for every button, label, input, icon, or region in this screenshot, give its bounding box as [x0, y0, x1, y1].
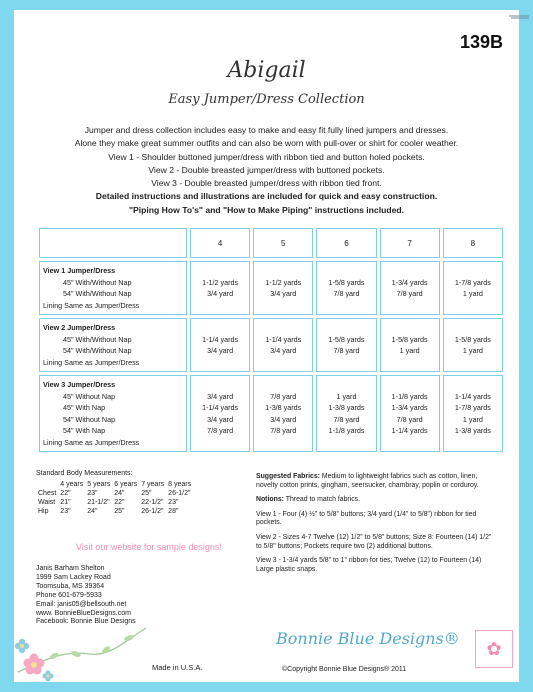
description-line: View 3 - Double breasted jumper/dress with ribbon tied front. [151, 178, 382, 189]
contact-line: Janis Barham Shelton [36, 565, 105, 572]
contact-info [36, 565, 136, 627]
size-header: 7 [380, 228, 440, 258]
view-3-size-4 [190, 375, 250, 452]
lining-label: Lining Same as Jumper/Dress [43, 357, 140, 367]
yardage-value: 1-1/8 yards [328, 426, 365, 435]
yardage-value: 3/4 yard [207, 414, 234, 424]
copyright: ©Copyright Bonnie Blue Designs® 2011 [282, 666, 407, 673]
brand-name: Bonnie Blue Designs® [276, 629, 460, 648]
description-line: View 1 - Shoulder buttoned jumper/dress with ribbon tied and button holed pockets. [108, 151, 425, 162]
yardage-value: 7/8 yard [333, 414, 360, 424]
yardage-value: 1-5/8 yards [391, 334, 428, 344]
yardage-table [36, 225, 506, 455]
measurement-value: 22" [60, 490, 71, 497]
view-2-size-8 [443, 318, 503, 372]
fabric-label: 45" With/Without Nap [63, 334, 132, 344]
contact-line: Phone 601-679-5933 [36, 591, 102, 599]
contact-line: www. BonnieBlueDesigns.com [36, 609, 131, 617]
notions-text: Thread to match fabrics. [285, 496, 361, 504]
view-3-labels [39, 375, 187, 452]
view-3-size-8 [443, 375, 503, 452]
fabric-label: 45" With Nap [63, 403, 106, 412]
yardage-value: 1-1/4 yards [202, 403, 239, 412]
lining-label: Lining Same as Jumper/Dress [43, 300, 140, 310]
yardage-value: 7/8 yard [207, 426, 234, 435]
yardage-value: 1 yard [462, 346, 483, 355]
lining-label: Lining Same as Jumper/Dress [43, 437, 140, 447]
measurements-title: Standard Body Measurements: [36, 470, 133, 477]
measurement-value: 23" [168, 499, 179, 506]
measurement-label: Waist [38, 499, 56, 506]
measurement-value: 26-1/2" [168, 490, 191, 497]
pattern-sheet [14, 10, 519, 682]
pattern-title: Abigail [227, 58, 306, 83]
flower-vine-decoration [14, 620, 149, 682]
view-2-size-4 [190, 318, 250, 372]
measurement-value: 24" [114, 490, 125, 497]
yardage-value: 3/4 yard [207, 346, 234, 355]
yardage-value: 7/8 yard [396, 289, 423, 298]
measurement-value: 22" [114, 499, 125, 506]
suggested-fabrics-text: Medium to lightweight fabrics such as cotton, linen, novelty cotton prints, gingham, seersucker, chambray, poplin or corduroy. [256, 473, 479, 489]
measurement-value: 25" [114, 508, 125, 515]
yardage-value: 7/8 yard [333, 289, 360, 298]
contact-line: Toomsuba, MS 39364 [36, 582, 105, 590]
measurement-value: 26-1/2" [141, 508, 164, 515]
measurement-value: 22-1/2" [141, 499, 164, 506]
age-header: 8 years [168, 481, 192, 488]
measurement-value: 24" [87, 508, 98, 515]
yardage-value: 1-1/2 yards [202, 277, 239, 287]
yardage-value: 1-5/8 yards [454, 334, 491, 344]
view-title: View 2 Jumper/Dress [43, 323, 116, 332]
yardage-value: 1-5/8 yards [328, 277, 365, 287]
view-3-row [39, 375, 503, 452]
yardage-value: 3/4 yard [207, 289, 234, 298]
view-2-labels [39, 318, 187, 372]
fabric-label: 54" Without Nap [63, 414, 116, 424]
yardage-value: 1 yard [399, 346, 420, 355]
description-bold-line: "Piping How To's" and "How to Make Piping" instructions included. [128, 204, 405, 215]
brand-emblem-icon: ✿ [475, 630, 513, 668]
yardage-value: 1 yard [462, 414, 483, 424]
view-1-size-4 [190, 261, 250, 315]
yardage-value: 1 yard [462, 289, 483, 298]
yardage-value: 7/8 yard [333, 346, 360, 355]
description-line: View 2 - Double breasted jumper/dress with buttoned pockets. [148, 164, 385, 175]
blank-header [39, 228, 187, 258]
view-1-size-8 [443, 261, 503, 315]
age-header: 5 years [87, 481, 111, 488]
measurement-label: Hip [38, 508, 49, 515]
suggested-fabrics [256, 473, 496, 490]
yardage-value: 3/4 yard [270, 289, 297, 298]
yardage-value: 1-1/4 yards [265, 334, 302, 344]
yardage-value: 1-1/4 yards [202, 334, 239, 344]
yardage-value: 3/4 yard [270, 346, 297, 355]
view-3-size-6 [316, 375, 376, 452]
fabric-label: 45" Without Nap [63, 391, 116, 401]
measurement-value: 23" [60, 508, 71, 515]
measurement-value: 28" [168, 508, 179, 515]
measurement-row [36, 498, 193, 507]
view-1-row [39, 261, 503, 315]
yardage-value: 1-7/8 yards [454, 277, 491, 287]
yardage-value: 1-1/4 yards [454, 391, 491, 401]
website-promo: Visit our website for sample designs! [76, 542, 222, 552]
description [14, 124, 519, 217]
yardage-value: 7/8 yard [270, 426, 297, 435]
pattern-subtitle: Easy Jumper/Dress Collection [168, 92, 365, 107]
yardage-value: 1-7/8 yards [454, 403, 491, 412]
yardage-value: 7/8 yard [396, 414, 423, 424]
fabric-label: 45" With/Without Nap [63, 277, 132, 287]
yardage-value: 1-3/8 yards [454, 426, 491, 435]
view-title: View 1 Jumper/Dress [43, 266, 116, 275]
measurement-value: 21-1/2" [87, 499, 110, 506]
yardage-value: 3/4 yard [270, 414, 297, 424]
made-in-label: Made in U.S.A. [152, 663, 203, 672]
measurement-label: Chest [38, 490, 57, 497]
contact-line: Facebook: Bonnie Blue Designs [36, 618, 136, 626]
age-header: 7 years [141, 481, 165, 488]
view-note: View 1 - Four (4) ½" to 5/8" buttons; 3/4 yard (1/4" to 5/8") ribbon for tied pockets. [256, 510, 477, 527]
view-3-size-5 [253, 375, 313, 452]
contact-line: Email: janis05@bellsouth.net [36, 600, 127, 608]
view-note: View 3 - 1-3/4 yards 5/8" to 1" ribbon for ties; Twelve (12) to Fourteen (14) Large plastic snaps. [256, 557, 482, 573]
yardage-value: 1-3/4 yards [391, 277, 428, 287]
view-2-row [39, 318, 503, 372]
fabric-label: 54" With/Without Nap [63, 289, 132, 298]
yardage-value: 1-3/8 yards [265, 403, 302, 412]
yardage-value: 7/8 yard [270, 391, 297, 401]
description-line: Jumper and dress collection includes easy to make and easy fit fully lined jumpers and dresses. [84, 125, 449, 135]
size-header: 5 [253, 228, 313, 258]
yardage-value: 1-1/2 yards [265, 277, 302, 287]
age-header: 6 years [114, 481, 138, 488]
materials-notes [256, 473, 496, 580]
view-1-labels [39, 261, 187, 315]
view-1-size-7 [380, 261, 440, 315]
description-bold-line: Detailed instructions and illustrations are included for quick and easy construction. [95, 191, 438, 202]
contact-line: 1999 Sam Lackey Road [36, 573, 111, 581]
measurement-value: 23" [87, 490, 98, 497]
view-3-size-7 [380, 375, 440, 452]
view-1-size-6 [316, 261, 376, 315]
view-2-size-5 [253, 318, 313, 372]
measurement-row [36, 489, 193, 498]
notions-label: Notions: [256, 496, 284, 504]
measurement-value: 21" [60, 499, 71, 506]
yardage-value: 3/4 yard [207, 391, 234, 401]
view-note: View 2 - Sizes 4-7 Twelve (12) 1/2" to 5/8" buttons; Size 8: Fourteen (14) 1/2" to 5/8" buttons; Pockets require two (2) additional buttons. [256, 533, 492, 550]
size-header-row [39, 228, 503, 258]
notions [256, 496, 496, 505]
view-2-size-7 [380, 318, 440, 372]
view-2-size-6 [316, 318, 376, 372]
yardage-value: 1 yard [336, 391, 357, 401]
size-header: 6 [316, 228, 376, 258]
measurement-row [36, 507, 193, 516]
yardage-value: 1-3/4 yards [391, 403, 428, 412]
fabric-label: 54" With/Without Nap [63, 346, 132, 355]
yardage-table-wrapper [36, 225, 506, 455]
measurement-value: 25" [141, 490, 152, 497]
yardage-value: 1-3/8 yards [328, 403, 365, 412]
fabric-label: 54" With Nap [63, 426, 106, 435]
description-line: Alone they make great summer outfits and can also be worn with pull-over or shirt for cooler weather. [74, 138, 459, 149]
size-header: 8 [443, 228, 503, 258]
view-title: View 3 Jumper/Dress [43, 380, 116, 389]
measurements-header-row [36, 480, 193, 489]
yardage-value: 1-5/8 yards [328, 334, 365, 344]
hanger-hole-icon [509, 0, 529, 29]
yardage-value: 1-1/4 yards [391, 426, 428, 435]
size-header: 4 [190, 228, 250, 258]
age-header: 4 years [60, 481, 84, 488]
measurements-table [36, 480, 193, 516]
yardage-value: 1-1/8 yards [391, 391, 428, 401]
pattern-code: 139B [459, 32, 503, 52]
suggested-fabrics-label: Suggested Fabrics: [256, 473, 320, 480]
view-1-size-5 [253, 261, 313, 315]
